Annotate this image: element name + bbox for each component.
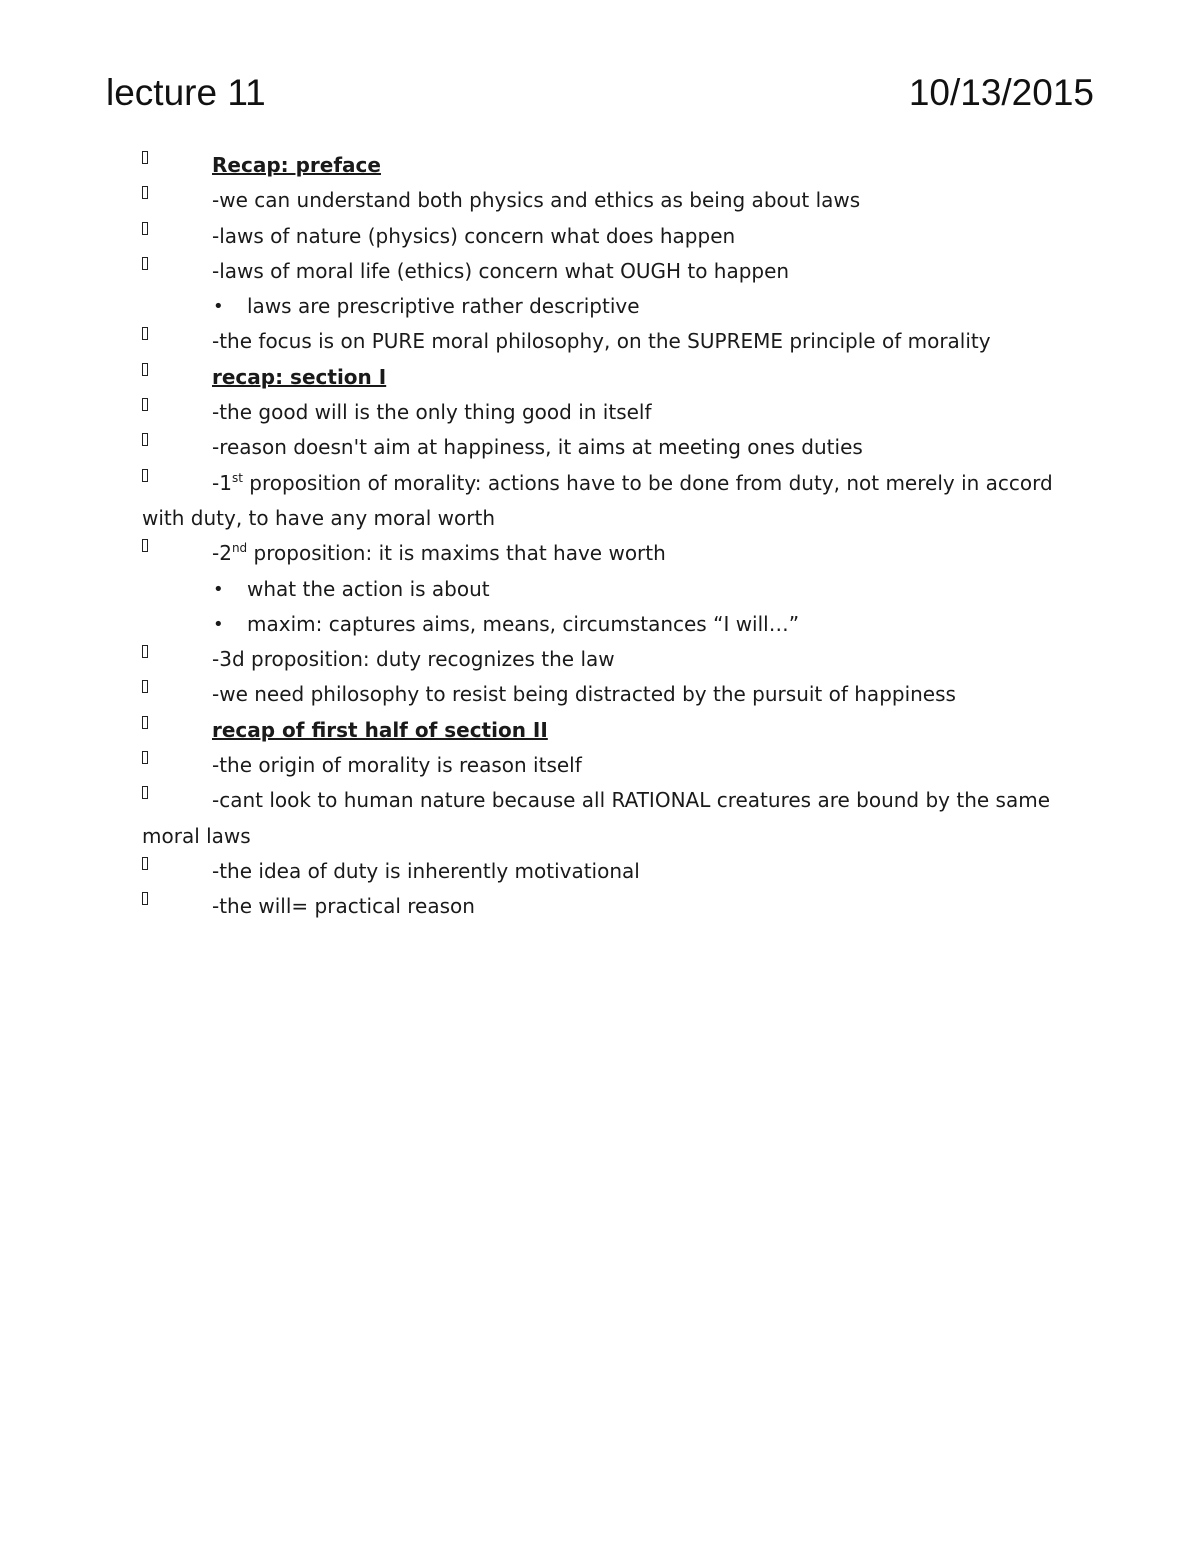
note-text-prefix: -1 <box>212 470 232 495</box>
note-text: -reason doesn't aim at happiness, it aims at meeting ones duties <box>212 435 863 460</box>
list-item <box>142 148 1062 183</box>
missing-glyph-bullet-icon <box>142 363 148 376</box>
missing-glyph-bullet-icon <box>142 433 148 446</box>
note-text: proposition of morality: actions have to be done from duty, not merely in accord with duty, to have any moral worth <box>142 470 1053 530</box>
missing-glyph-bullet-icon <box>142 222 148 235</box>
note-text: proposition: it is maxims that have worth <box>247 541 666 566</box>
missing-glyph-bullet-icon <box>142 151 148 164</box>
note-text: what the action is about <box>247 576 490 601</box>
list-item <box>142 430 1062 465</box>
list-item <box>142 536 1062 571</box>
note-text: -the idea of duty is inherently motivational <box>212 858 640 883</box>
list-item <box>142 324 1062 359</box>
list-item <box>142 748 1062 783</box>
missing-glyph-bullet-icon <box>142 786 148 799</box>
missing-glyph-bullet-icon <box>142 257 148 270</box>
list-item <box>142 677 1062 712</box>
ordinal-suffix: nd <box>231 541 248 556</box>
note-text: -we can understand both physics and ethics as being about laws <box>212 188 861 213</box>
notes-list <box>142 148 1062 925</box>
note-text: -3d proposition: duty recognizes the law <box>212 647 615 672</box>
list-item <box>142 395 1062 430</box>
list-item <box>142 642 1062 677</box>
list-item <box>142 783 1062 854</box>
bullet-icon: • <box>213 613 224 635</box>
list-item <box>142 713 1062 748</box>
note-text: -the origin of morality is reason itself <box>212 753 582 778</box>
missing-glyph-bullet-icon <box>142 751 148 764</box>
missing-glyph-bullet-icon <box>142 645 148 658</box>
note-text: -cant look to human nature because all RATIONAL creatures are bound by the same moral laws <box>142 788 1051 848</box>
lecture-title: lecture 11 <box>106 72 266 113</box>
missing-glyph-bullet-icon <box>142 186 148 199</box>
sub-list-item <box>142 572 1062 607</box>
missing-glyph-bullet-icon <box>142 892 148 905</box>
bullet-icon: • <box>213 578 224 600</box>
missing-glyph-bullet-icon <box>142 716 148 729</box>
bullet-icon: • <box>213 296 224 318</box>
sub-list-item <box>142 607 1062 642</box>
missing-glyph-bullet-icon <box>142 327 148 340</box>
list-item <box>142 360 1062 395</box>
page-header <box>106 72 1094 116</box>
note-text: -laws of moral life (ethics) concern what OUGH to happen <box>212 258 790 283</box>
note-text: -laws of nature (physics) concern what does happen <box>212 223 736 248</box>
missing-glyph-bullet-icon <box>142 680 148 693</box>
list-item <box>142 854 1062 889</box>
note-text: -we need philosophy to resist being distracted by the pursuit of happiness <box>212 682 956 707</box>
sub-list-item <box>142 289 1062 324</box>
lecture-date: 10/13/2015 <box>908 72 1094 113</box>
list-item <box>142 219 1062 254</box>
list-item <box>142 183 1062 218</box>
note-text: maxim: captures aims, means, circumstances “I will…” <box>247 611 800 636</box>
note-text: -the focus is on PURE moral philosophy, on the SUPREME principle of morality <box>212 329 991 354</box>
list-item <box>142 466 1062 537</box>
missing-glyph-bullet-icon <box>142 857 148 870</box>
note-text: laws are prescriptive rather descriptive <box>247 294 640 319</box>
missing-glyph-bullet-icon <box>142 539 148 552</box>
note-text: -the will= practical reason <box>212 894 475 919</box>
ordinal-suffix: st <box>231 470 243 485</box>
section-heading: Recap: preface <box>212 153 381 177</box>
missing-glyph-bullet-icon <box>142 469 148 482</box>
note-text: -the good will is the only thing good in itself <box>212 400 652 425</box>
section-heading: recap: section I <box>212 364 387 389</box>
list-item <box>142 254 1062 289</box>
missing-glyph-bullet-icon <box>142 398 148 411</box>
list-item <box>142 889 1062 924</box>
section-heading: recap of first half of section II <box>212 717 548 742</box>
note-text-prefix: -2 <box>212 541 232 566</box>
